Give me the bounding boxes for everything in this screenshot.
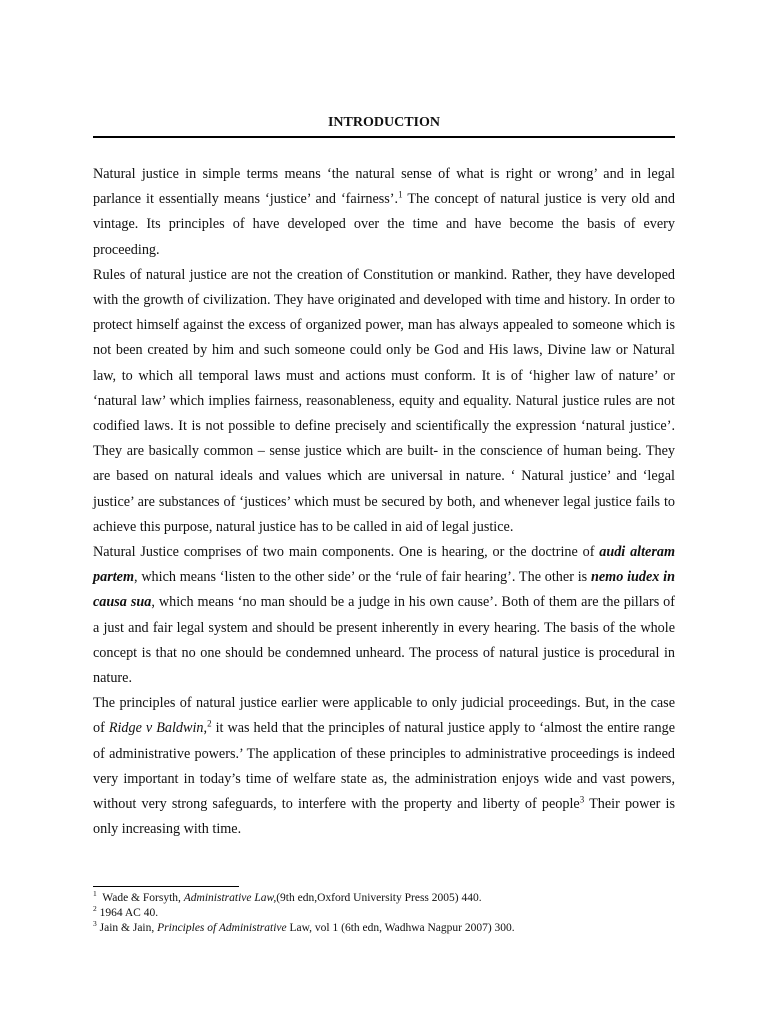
footnote-2 xyxy=(93,906,675,921)
paragraph-4-text-c: it was held that the principles of natural justice apply to ‘almost the entire range of administrative powers.’ The application of these principles to administrative proceedings is indeed very important in today’s time of welfare state as, the administration enjoys wide and vast powers, without very strong safeguards, to interfere with the property and liberty of people xyxy=(93,720,675,813)
document-body xyxy=(93,162,675,842)
footnote-1 xyxy=(93,891,675,906)
paragraph-4-comma: , xyxy=(203,720,208,737)
case-name-ridge-v-baldwin: Ridge v Baldwin xyxy=(108,720,204,737)
footnotes xyxy=(93,891,675,936)
footnote-ref-2[interactable]: 2 xyxy=(207,718,212,729)
footnote-ref-3[interactable]: 3 xyxy=(579,794,585,805)
footnote-3-number: 3 xyxy=(93,919,97,929)
footnote-3-title: Principles of Administrative xyxy=(157,922,287,934)
paragraph-2: Rules of natural justice are not the creation of Constitution or mankind. Rather, they have developed with the growth of civilization. They have originated and developed with time and history. In order to protect himself against the excess of organized power, man has always appealed to someone which is not been created by him and such someone could only be God and His laws, Divine law or Natural law, to which all temporal laws must and actions must conform. It is of ‘higher law of nature’ or ‘natural law’ which implies fairness, reasonableness, equity and equality. Natural justice rules are not codified laws. It is not possible to define precisely and scientifically the expression ‘natural justice’. They are basically common – sense justice which are built- in the conscience of human being. They are based on natural ideals and values which are universal in nature. ‘ Natural justice’ and ‘legal justice’ are substances of ‘justices’ which must be secured by both, and whenever legal justice fails to achieve this purpose, natural justice has to be called in aid of legal justice. xyxy=(93,266,675,535)
footnote-1-title: Administrative Law, xyxy=(183,892,277,904)
footnote-1-text-a: Wade & Forsyth, xyxy=(96,892,184,904)
page-title: INTRODUCTION xyxy=(327,115,440,130)
latin-term-nemo-iudex: nemo iudex in causa sua xyxy=(93,569,676,611)
paragraph-3-text-a: Natural Justice comprises of two main components. One is hearing, or the doctrine of xyxy=(93,544,600,561)
footnote-3-text-b: Law, vol 1 (6th edn, Wadhwa Nagpur 2007) 300. xyxy=(286,922,515,934)
paragraph-1 xyxy=(93,162,675,263)
footnote-1-text-b: (9th edn,Oxford University Press 2005) 440. xyxy=(276,892,482,904)
footnote-3-text-a: Jain & Jain, xyxy=(96,922,158,934)
paragraph-1-text-a: Natural justice in simple terms means ‘the natural sense of what is right or wrong’ and in legal parlance it essentially means ‘justice’ and ‘fairness’. xyxy=(93,166,675,208)
paragraph-3-text-b: , which means ‘listen to the other side’ or the ‘rule of fair hearing’. The other is xyxy=(133,569,591,586)
footnote-separator xyxy=(93,886,239,887)
title-underline xyxy=(93,136,675,138)
footnote-3 xyxy=(93,921,675,936)
footnote-2-text: 1964 AC 40. xyxy=(96,907,159,919)
footnote-ref-1[interactable]: 1 xyxy=(398,189,403,200)
paragraph-4 xyxy=(93,691,675,842)
paragraph-4-text-d: Their power is only increasing with time. xyxy=(93,796,676,838)
footnote-2-number: 2 xyxy=(93,904,97,914)
paragraph-1-text-b: The concept of natural justice is very old and vintage. Its principles of have developed over the time and have become the basis of every proceeding. xyxy=(93,191,675,258)
paragraph-3-text-c: , which means ‘no man should be a judge in his own cause’. Both of them are the pillars of a just and fair legal system and should be present inherently in every hearing. The basis of the whole concept is that no one should be condemned unheard. The process of natural justice is procedural in nature. xyxy=(93,594,675,687)
paragraph-3 xyxy=(93,540,675,691)
paragraph-4-text-a: The principles of natural justice earlier were applicable to only judicial proceedings. But, in the case of xyxy=(93,695,675,737)
footnote-1-number: 1 xyxy=(93,889,97,899)
latin-term-audi-alteram-partem: audi alteram partem xyxy=(93,544,675,586)
